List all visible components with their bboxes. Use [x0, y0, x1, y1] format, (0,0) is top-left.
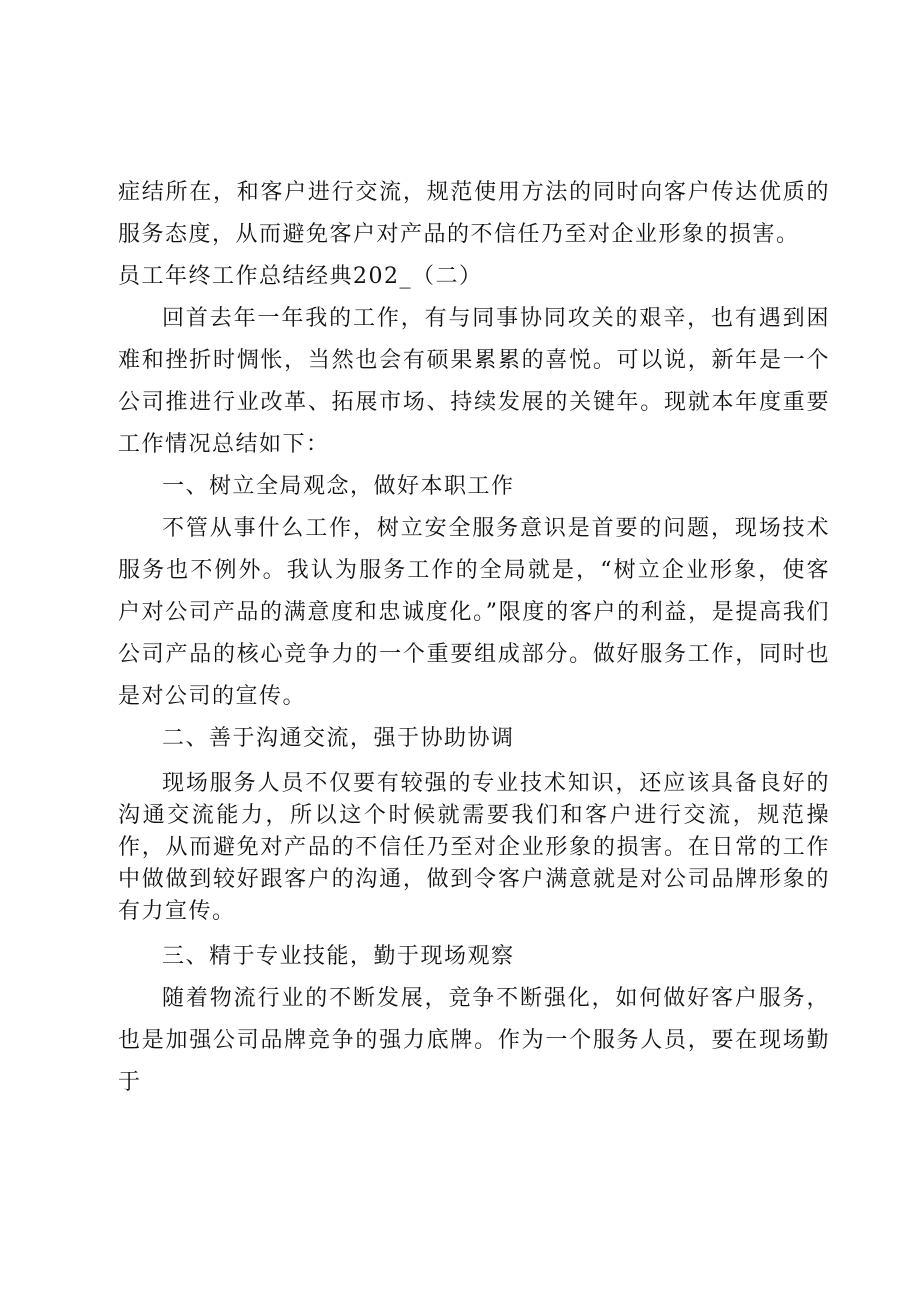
section-heading-1: 一、树立全局观念，做好本职工作 — [162, 474, 515, 499]
paragraph-section-2: 现场服务人员不仅要有较强的专业技术知识，还应该具备良好的沟通交流能力，所以这个时候就需要我们和客户进行交流，规范操作，从而避免对产品的不信任乃至对企业形象的损害。在日常的工作中做做到较好跟客户的沟通，做到令客户满意就是对公司品牌形象的有力宣传。 — [118, 771, 830, 924]
document-title: 员工年终工作总结经典202_（二） — [118, 264, 483, 289]
paragraph-continuation: 症结所在，和客户进行交流，规范使用方法的同时向客户传达优质的服务态度，从而避免客户对产品的不信任乃至对企业形象的损害。 — [118, 180, 830, 247]
section-heading-3: 三、精于专业技能，勤于现场观察 — [162, 944, 515, 969]
section-heading-2: 二、善于沟通交流，强于协助协调 — [162, 726, 515, 751]
paragraph-intro: 回首去年一年我的工作，有与同事协同攻关的艰辛，也有遇到困难和挫折时惆怅，当然也会有硕果累累的喜悦。可以说，新年是一个公司推进行业改革、拓展市场、持续发展的关键年。现就本年度重要工作情况总结如下： — [118, 306, 830, 457]
paragraph-section-3: 随着物流行业的不断发展，竞争不断强化，如何做好客户服务，也是加强公司品牌竞争的强力底牌。作为一个服务人员，要在现场勤于 — [118, 986, 830, 1095]
paragraph-section-1: 不管从事什么工作，树立安全服务意识是首要的问题，现场技术服务也不例外。我认为服务工作的全局就是，“树立企业形象，使客户对公司产品的满意度和忠诚度化。”限度的客户的利益，是提高我们公司产品的核心竞争力的一个重要组成部分。做好服务工作，同时也是对公司的宣传。 — [118, 516, 830, 709]
document-body — [118, 172, 830, 1104]
